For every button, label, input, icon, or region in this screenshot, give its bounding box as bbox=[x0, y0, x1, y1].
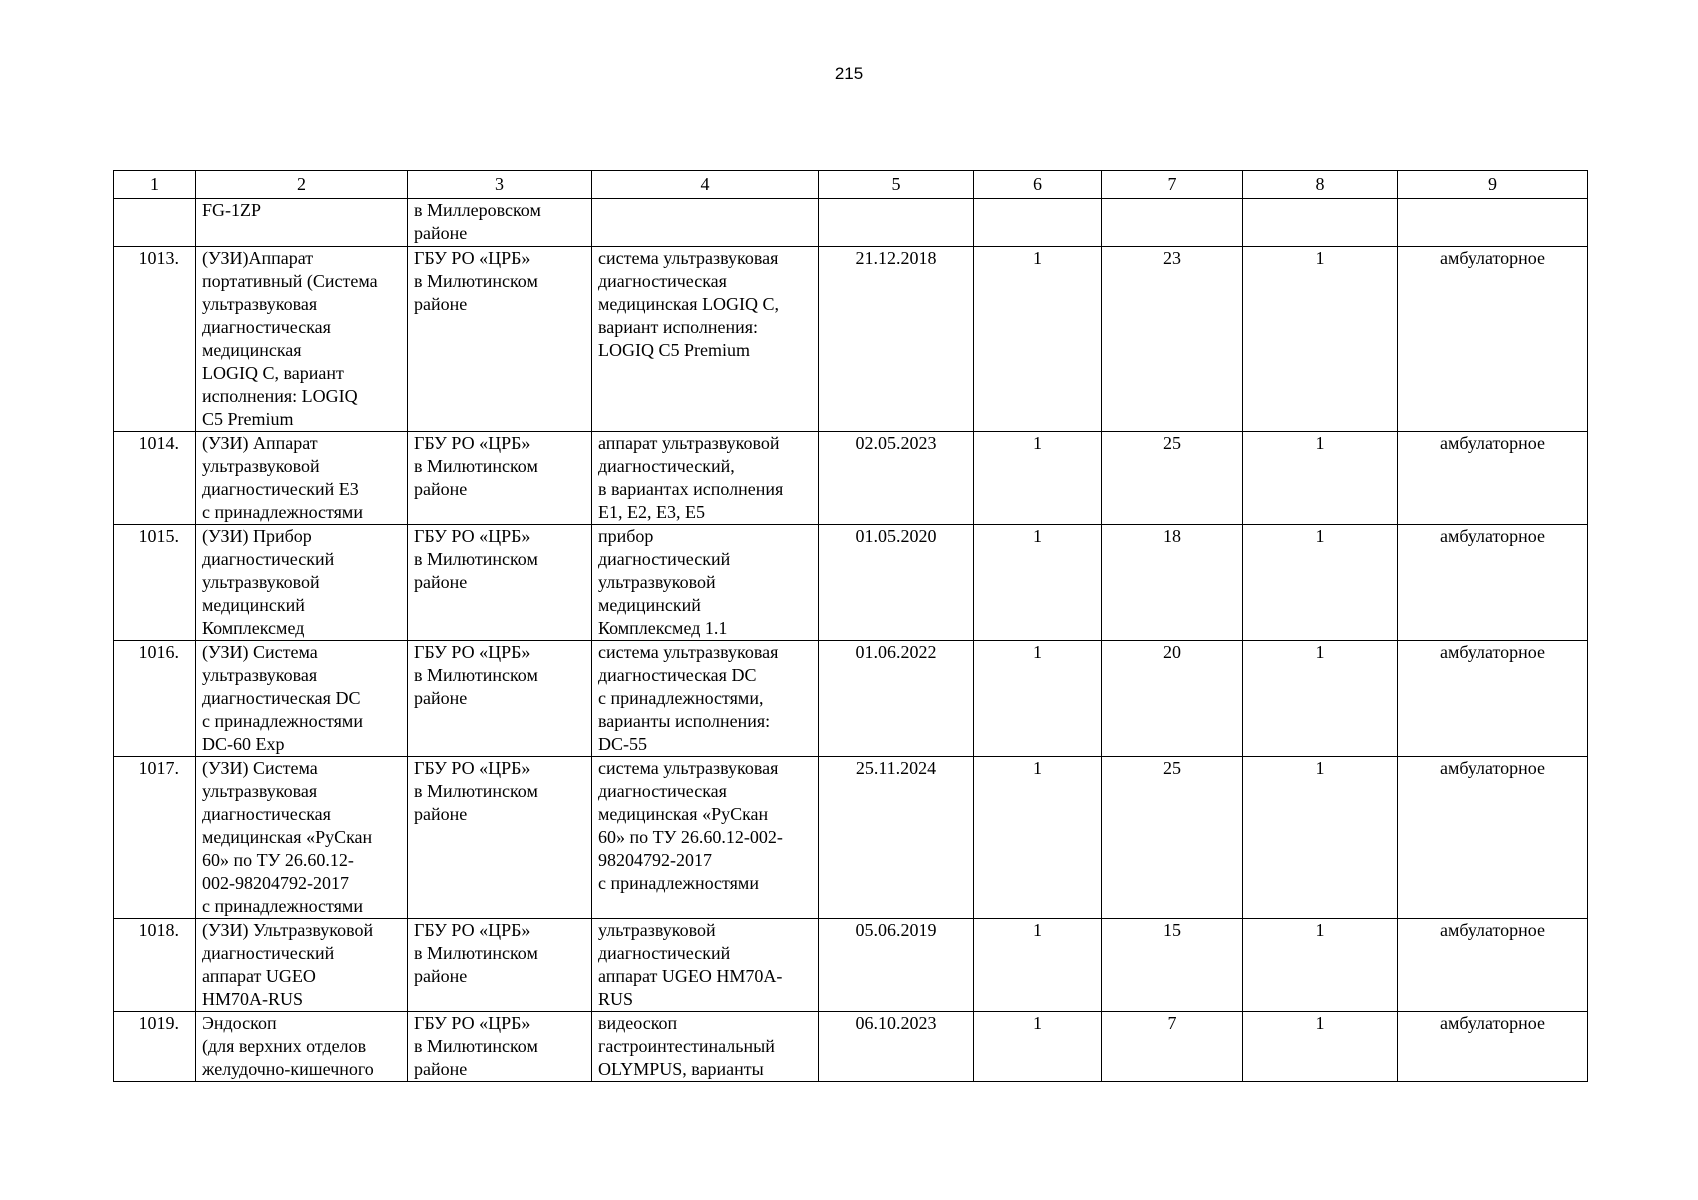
organization bbox=[408, 757, 592, 919]
cell-line: ультразвуковой bbox=[598, 572, 716, 592]
cell-line: диагностический bbox=[598, 549, 731, 569]
row-number: 1016. bbox=[114, 641, 196, 757]
cell-line: желудочно-кишечного bbox=[202, 1059, 374, 1079]
column-header: 6 bbox=[974, 171, 1102, 199]
equipment-name bbox=[196, 247, 408, 432]
organization bbox=[408, 919, 592, 1012]
cell-line: медицинская «РуСкан bbox=[598, 804, 769, 824]
cell-line: (для верхних отделов bbox=[202, 1036, 367, 1056]
equipment-table bbox=[113, 170, 1588, 1082]
row-number: 1017. bbox=[114, 757, 196, 919]
cell-line: Комплексмед 1.1 bbox=[598, 618, 728, 638]
cell-line: 98204792-2017 bbox=[598, 850, 712, 870]
cell-line: аппарат UGEO HM70A- bbox=[598, 966, 783, 986]
cell-line: портативный (Система bbox=[202, 271, 378, 291]
cell-line: районе bbox=[414, 572, 468, 592]
cell-line: исполнения: LOGIQ bbox=[202, 386, 358, 406]
cell-line: (УЗИ) Аппарат bbox=[202, 433, 318, 453]
device-description bbox=[592, 641, 819, 757]
date-cell bbox=[819, 199, 974, 247]
cell-line: RUS bbox=[598, 989, 634, 1009]
cell-line: с принадлежностями bbox=[598, 873, 759, 893]
page-number: 215 bbox=[834, 64, 864, 83]
date-cell: 01.05.2020 bbox=[819, 525, 974, 641]
cell-line: OLYMPUS, варианты bbox=[598, 1059, 764, 1079]
column-7-value: 20 bbox=[1102, 641, 1243, 757]
organization bbox=[408, 199, 592, 247]
cell-line: DC-60 Exp bbox=[202, 734, 285, 754]
cell-line: ультразвуковая bbox=[202, 665, 318, 685]
cell-line: с принадлежностями, bbox=[598, 688, 764, 708]
cell-line: районе bbox=[414, 294, 468, 314]
cell-line: районе bbox=[414, 479, 468, 499]
cell-line: система ультразвуковая bbox=[598, 248, 779, 268]
cell-line: в вариантах исполнения bbox=[598, 479, 784, 499]
table-header-row bbox=[114, 171, 1588, 199]
care-type: амбулаторное bbox=[1398, 247, 1588, 432]
column-8-value: 1 bbox=[1243, 247, 1398, 432]
column-header: 3 bbox=[408, 171, 592, 199]
cell-line: ГБУ РО «ЦРБ» bbox=[414, 433, 531, 453]
cell-line: диагностический, bbox=[598, 456, 735, 476]
care-type: амбулаторное bbox=[1398, 432, 1588, 525]
cell-line: ГБУ РО «ЦРБ» bbox=[414, 920, 531, 940]
cell-line: диагностическая bbox=[598, 781, 727, 801]
cell-line: 60» по ТУ 26.60.12-002- bbox=[598, 827, 783, 847]
cell-line: ультразвуковая bbox=[202, 294, 318, 314]
column-header: 8 bbox=[1243, 171, 1398, 199]
table-row bbox=[114, 919, 1588, 1012]
cell-line: 002-98204792-2017 bbox=[202, 873, 349, 893]
cell-line: LOGIQ C5 Premium bbox=[598, 340, 750, 360]
cell-line: с принадлежностями bbox=[202, 896, 363, 916]
cell-line: диагностическая DC bbox=[202, 688, 361, 708]
row-number: 1013. bbox=[114, 247, 196, 432]
organization bbox=[408, 641, 592, 757]
column-8-value: 1 bbox=[1243, 919, 1398, 1012]
cell-line: система ультразвуковая bbox=[598, 642, 779, 662]
column-7-value: 7 bbox=[1102, 1012, 1243, 1082]
cell-line: медицинская LOGIQ C, bbox=[598, 294, 780, 314]
column-8-value: 1 bbox=[1243, 432, 1398, 525]
table-row bbox=[114, 525, 1588, 641]
cell-line: районе bbox=[414, 223, 468, 243]
cell-line: медицинская «РуСкан bbox=[202, 827, 373, 847]
column-8-value: 1 bbox=[1243, 757, 1398, 919]
column-6-value: 1 bbox=[974, 641, 1102, 757]
column-6-value: 1 bbox=[974, 757, 1102, 919]
column-6-value bbox=[974, 199, 1102, 247]
equipment-name bbox=[196, 199, 408, 247]
cell-line: медицинский bbox=[202, 595, 305, 615]
cell-line: LOGIQ C, вариант bbox=[202, 363, 344, 383]
cell-line: диагностический bbox=[202, 549, 335, 569]
column-header: 5 bbox=[819, 171, 974, 199]
row-number: 1015. bbox=[114, 525, 196, 641]
cell-line: (УЗИ) Ультразвуковой bbox=[202, 920, 374, 940]
cell-line: ГБУ РО «ЦРБ» bbox=[414, 758, 531, 778]
row-number: 1018. bbox=[114, 919, 196, 1012]
care-type: амбулаторное bbox=[1398, 919, 1588, 1012]
equipment-name bbox=[196, 757, 408, 919]
cell-line: HM70A-RUS bbox=[202, 989, 304, 1009]
date-cell: 02.05.2023 bbox=[819, 432, 974, 525]
cell-line: диагностический bbox=[598, 943, 731, 963]
cell-line: в Милютинском bbox=[414, 665, 538, 685]
cell-line: прибор bbox=[598, 526, 654, 546]
table-row bbox=[114, 1012, 1588, 1082]
column-header: 1 bbox=[114, 171, 196, 199]
cell-line: вариант исполнения: bbox=[598, 317, 759, 337]
column-8-value: 1 bbox=[1243, 641, 1398, 757]
column-6-value: 1 bbox=[974, 247, 1102, 432]
cell-line: варианты исполнения: bbox=[598, 711, 771, 731]
table-row bbox=[114, 757, 1588, 919]
cell-line: районе bbox=[414, 804, 468, 824]
date-cell: 21.12.2018 bbox=[819, 247, 974, 432]
care-type: амбулаторное bbox=[1398, 1012, 1588, 1082]
cell-line: система ультразвуковая bbox=[598, 758, 779, 778]
cell-line: аппарат ультразвуковой bbox=[598, 433, 780, 453]
cell-line: ультразвуковой bbox=[202, 572, 320, 592]
equipment-name bbox=[196, 919, 408, 1012]
care-type: амбулаторное bbox=[1398, 641, 1588, 757]
cell-line: с принадлежностями bbox=[202, 502, 363, 522]
cell-line: (УЗИ) Система bbox=[202, 642, 318, 662]
date-cell: 01.06.2022 bbox=[819, 641, 974, 757]
column-header: 7 bbox=[1102, 171, 1243, 199]
equipment-name bbox=[196, 641, 408, 757]
cell-line: (УЗИ) Система bbox=[202, 758, 318, 778]
column-7-value: 15 bbox=[1102, 919, 1243, 1012]
cell-line: ультразвуковой bbox=[202, 456, 320, 476]
equipment-name bbox=[196, 432, 408, 525]
table-row bbox=[114, 641, 1588, 757]
cell-line: ГБУ РО «ЦРБ» bbox=[414, 248, 531, 268]
cell-line: E1, E2, E3, E5 bbox=[598, 502, 705, 522]
equipment-name bbox=[196, 1012, 408, 1082]
cell-line: 60» по ТУ 26.60.12- bbox=[202, 850, 354, 870]
column-header: 2 bbox=[196, 171, 408, 199]
row-number: 1019. bbox=[114, 1012, 196, 1082]
table-row bbox=[114, 247, 1588, 432]
cell-line: районе bbox=[414, 688, 468, 708]
date-cell: 05.06.2019 bbox=[819, 919, 974, 1012]
cell-line: ГБУ РО «ЦРБ» bbox=[414, 526, 531, 546]
column-6-value: 1 bbox=[974, 1012, 1102, 1082]
column-6-value: 1 bbox=[974, 525, 1102, 641]
care-type: амбулаторное bbox=[1398, 757, 1588, 919]
cell-line: диагностический E3 bbox=[202, 479, 359, 499]
device-description bbox=[592, 919, 819, 1012]
table-row bbox=[114, 199, 1588, 247]
cell-line: ультразвуковой bbox=[598, 920, 716, 940]
cell-line: в Милютинском bbox=[414, 943, 538, 963]
cell-line: с принадлежностями bbox=[202, 711, 363, 731]
column-6-value: 1 bbox=[974, 919, 1102, 1012]
column-6-value: 1 bbox=[974, 432, 1102, 525]
cell-line: медицинский bbox=[598, 595, 701, 615]
device-description bbox=[592, 432, 819, 525]
column-8-value: 1 bbox=[1243, 1012, 1398, 1082]
cell-line: в Миллеровском bbox=[414, 200, 541, 220]
cell-line: районе bbox=[414, 966, 468, 986]
table-row bbox=[114, 432, 1588, 525]
cell-line: в Милютинском bbox=[414, 781, 538, 801]
cell-line: C5 Premium bbox=[202, 409, 294, 429]
cell-line: диагностическая bbox=[202, 804, 331, 824]
cell-line: районе bbox=[414, 1059, 468, 1079]
column-7-value: 23 bbox=[1102, 247, 1243, 432]
cell-line: диагностический bbox=[202, 943, 335, 963]
column-header: 9 bbox=[1398, 171, 1588, 199]
column-7-value: 18 bbox=[1102, 525, 1243, 641]
cell-line: ГБУ РО «ЦРБ» bbox=[414, 642, 531, 662]
device-description bbox=[592, 757, 819, 919]
organization bbox=[408, 247, 592, 432]
column-7-value: 25 bbox=[1102, 432, 1243, 525]
device-description bbox=[592, 247, 819, 432]
cell-line: в Милютинском bbox=[414, 549, 538, 569]
organization bbox=[408, 432, 592, 525]
date-cell: 25.11.2024 bbox=[819, 757, 974, 919]
cell-line: (УЗИ)Аппарат bbox=[202, 248, 314, 268]
cell-line: аппарат UGEO bbox=[202, 966, 316, 986]
organization bbox=[408, 525, 592, 641]
column-header: 4 bbox=[592, 171, 819, 199]
row-number: 1014. bbox=[114, 432, 196, 525]
device-description bbox=[592, 199, 819, 247]
column-7-value: 25 bbox=[1102, 757, 1243, 919]
cell-line: в Милютинском bbox=[414, 456, 538, 476]
cell-line: Комплексмед bbox=[202, 618, 305, 638]
cell-line: диагностическая bbox=[202, 317, 331, 337]
cell-line: ультразвуковая bbox=[202, 781, 318, 801]
cell-line: диагностическая bbox=[598, 271, 727, 291]
care-type bbox=[1398, 199, 1588, 247]
cell-line: гастроинтестинальный bbox=[598, 1036, 775, 1056]
care-type: амбулаторное bbox=[1398, 525, 1588, 641]
cell-line: FG-1ZP bbox=[202, 200, 262, 220]
date-cell: 06.10.2023 bbox=[819, 1012, 974, 1082]
column-8-value bbox=[1243, 199, 1398, 247]
cell-line: (УЗИ) Прибор bbox=[202, 526, 312, 546]
cell-line: видеоскоп bbox=[598, 1013, 678, 1033]
device-description bbox=[592, 525, 819, 641]
cell-line: медицинская bbox=[202, 340, 302, 360]
row-number bbox=[114, 199, 196, 247]
cell-line: в Милютинском bbox=[414, 271, 538, 291]
equipment-name bbox=[196, 525, 408, 641]
organization bbox=[408, 1012, 592, 1082]
cell-line: ГБУ РО «ЦРБ» bbox=[414, 1013, 531, 1033]
table-body bbox=[114, 199, 1588, 1082]
column-8-value: 1 bbox=[1243, 525, 1398, 641]
cell-line: DC-55 bbox=[598, 734, 647, 754]
cell-line: диагностическая DC bbox=[598, 665, 757, 685]
cell-line: Эндоскоп bbox=[202, 1013, 277, 1033]
device-description bbox=[592, 1012, 819, 1082]
column-7-value bbox=[1102, 199, 1243, 247]
cell-line: в Милютинском bbox=[414, 1036, 538, 1056]
